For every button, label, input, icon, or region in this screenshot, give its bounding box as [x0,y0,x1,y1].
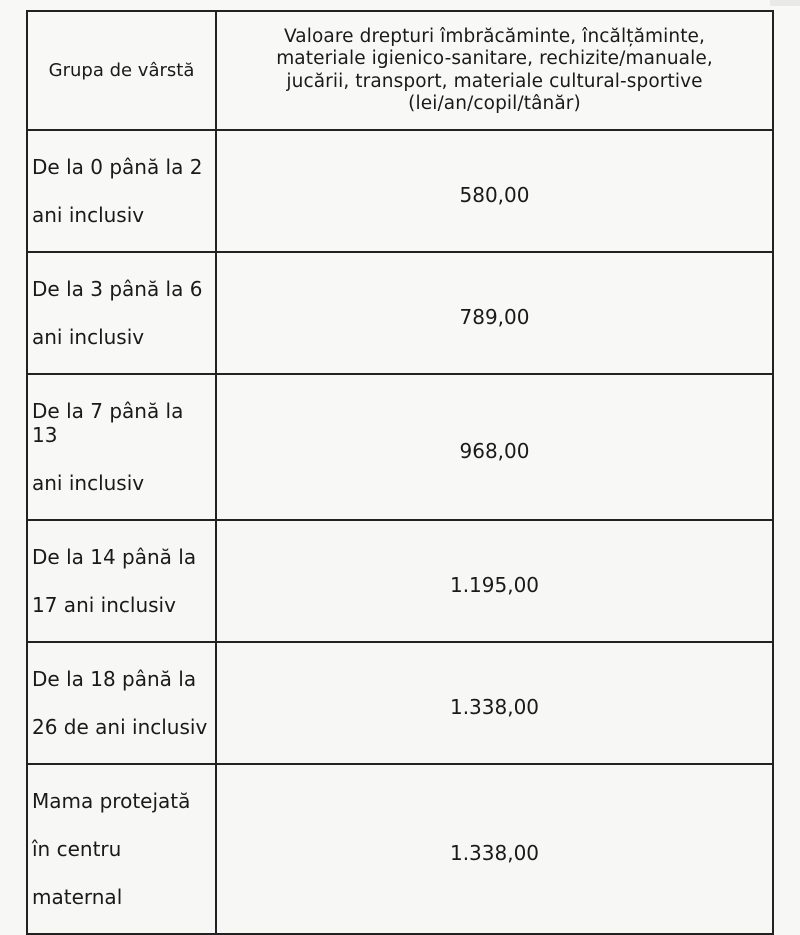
age-group-cell [27,252,216,374]
age-line: 26 de ani inclusiv [32,715,208,739]
value-cell: 1.338,00 [216,642,773,764]
age-group-cell [27,374,216,520]
age-line: Mama protejată [32,789,191,813]
header-value-line: (lei/an/copil/tânăr) [408,93,581,114]
header-value [216,11,773,130]
table-row [27,520,773,642]
age-line: 17 ani inclusiv [32,593,176,617]
header-age-group: Grupa de vârstă [27,11,216,130]
allowance-table [26,10,774,935]
value-cell: 1.195,00 [216,520,773,642]
age-line: ani inclusiv [32,325,145,349]
value-cell: 968,00 [216,374,773,520]
age-line: în centru [32,837,122,861]
table-row [27,130,773,252]
age-line: De la 14 până la [32,545,197,569]
value-cell: 580,00 [216,130,773,252]
table-row [27,252,773,374]
age-line: maternal [32,885,123,909]
header-value-line: jucării, transport, materiale cultural-sportive [286,70,703,92]
header-value-line: Valoare drepturi îmbrăcăminte, încălțăminte, [283,25,706,47]
value-cell: 789,00 [216,252,773,374]
table-row [27,764,773,934]
table-row [27,374,773,520]
age-line: ani inclusiv [32,471,145,495]
age-group-cell [27,520,216,642]
age-group-cell [27,764,216,934]
age-group-cell [27,130,216,252]
table-header-row [27,11,773,130]
age-line: De la 18 până la [32,667,197,691]
age-line: De la 7 până la 13 [32,399,184,447]
age-line: De la 0 până la 2 [32,155,203,179]
table-row [27,642,773,764]
age-group-cell [27,642,216,764]
page-edge-fragment [770,0,800,6]
age-line: ani inclusiv [32,203,145,227]
header-value-line: materiale igienico-sanitare, rechizite/manuale, [276,48,713,69]
value-cell: 1.338,00 [216,764,773,934]
age-line: De la 3 până la 6 [32,277,203,301]
